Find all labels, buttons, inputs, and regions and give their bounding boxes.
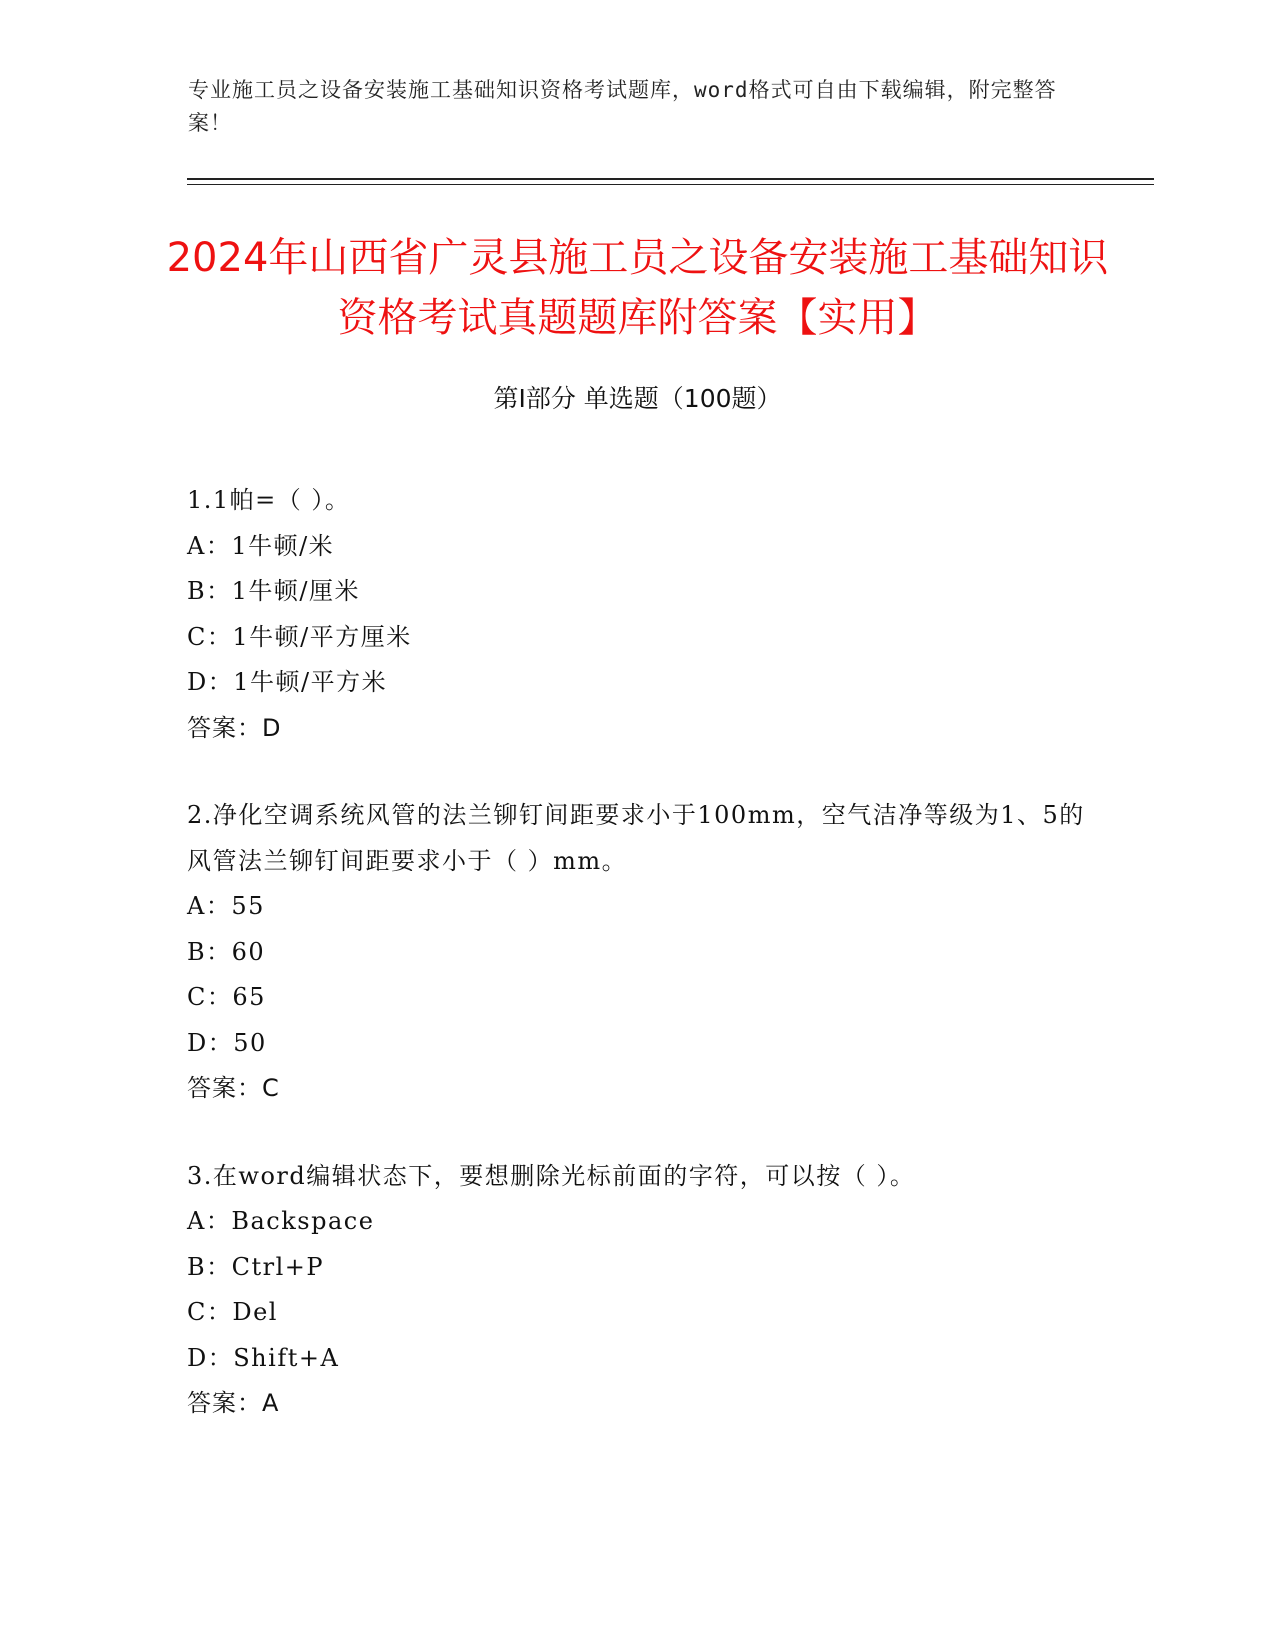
question-stem: 3.在word编辑状态下，要想删除光标前面的字符，可以按（ ）。 bbox=[187, 1161, 916, 1190]
question-stem: 1.1帕=（ ）。 bbox=[187, 486, 351, 514]
header-rule-thick bbox=[187, 178, 1154, 180]
answer-line: 答案：C bbox=[187, 1074, 280, 1102]
document-title: 2024年山西省广灵县施工员之设备安装施工基础知识资格考试真题题库附答案【实用】 bbox=[166, 235, 1109, 341]
option-b: B：60 bbox=[187, 937, 266, 966]
question-1 bbox=[187, 478, 1087, 751]
option-b: B：Ctrl+P bbox=[187, 1252, 325, 1281]
question-stem: 2.净化空调系统风管的法兰铆钉间距要求小于100mm，空气洁净等级为1、5的风管法兰铆钉间距要求小于（ ）mm。 bbox=[187, 801, 1085, 875]
header-rule-thin bbox=[187, 184, 1154, 185]
option-b: B：1牛顿/厘米 bbox=[187, 577, 360, 605]
option-d: D：1牛顿/平方米 bbox=[187, 668, 388, 696]
option-c: C：Del bbox=[187, 1298, 278, 1326]
answer-line: 答案：A bbox=[187, 1389, 280, 1417]
option-d: D：Shift+A bbox=[187, 1343, 340, 1372]
option-a: A：1牛顿/米 bbox=[187, 531, 335, 560]
option-d: D：50 bbox=[187, 1028, 267, 1057]
option-c: C：65 bbox=[187, 983, 266, 1011]
question-2 bbox=[187, 793, 1087, 1112]
option-c: C：1牛顿/平方厘米 bbox=[187, 622, 412, 651]
section-title: 第I部分 单选题（100题） bbox=[493, 384, 782, 413]
answer-line: 答案：D bbox=[187, 713, 282, 742]
option-a: A：Backspace bbox=[187, 1207, 375, 1235]
header-note: 专业施工员之设备安装施工基础知识资格考试题库，word格式可自由下载编辑，附完整答案！ bbox=[188, 78, 1057, 135]
question-list bbox=[187, 478, 1087, 1469]
question-3 bbox=[187, 1154, 1087, 1427]
option-a: A：55 bbox=[187, 892, 265, 920]
